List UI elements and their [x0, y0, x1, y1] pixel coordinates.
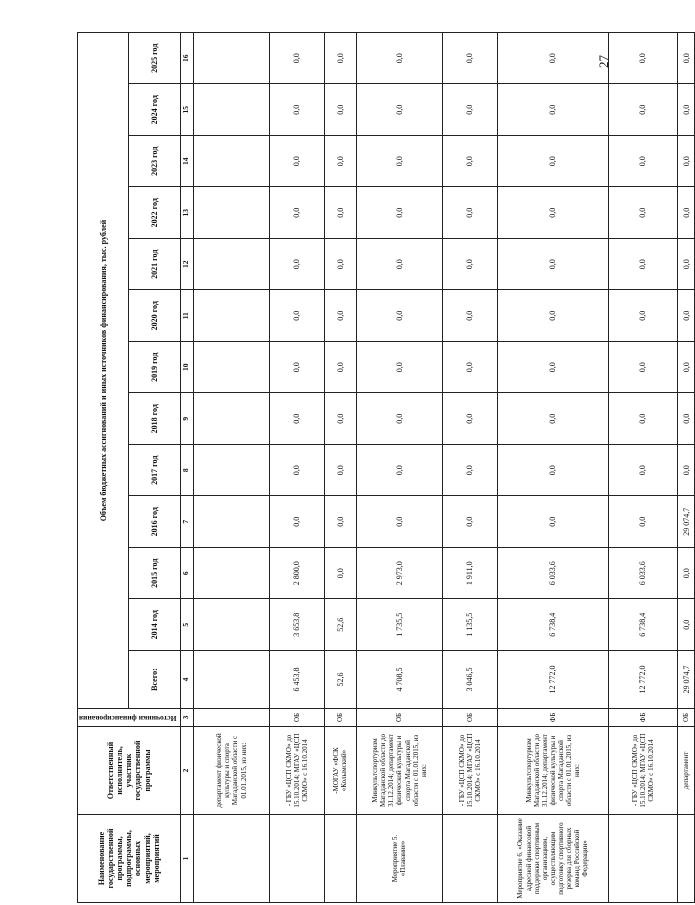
row-year-value: 0,0 [497, 342, 608, 394]
row-source-cell: ФБ [497, 709, 608, 727]
row-year-value: 0,0 [324, 33, 356, 85]
row-year-value: 0,0 [608, 342, 677, 394]
row-year-value: 0,0 [356, 239, 442, 291]
row-year-value: 0,0 [497, 393, 608, 445]
year-header: 2022 год [129, 187, 180, 239]
row-year-value: 6 033,6 [608, 548, 677, 600]
row-year-value: 0,0 [356, 496, 442, 548]
row-year-value: 0,0 [443, 496, 497, 548]
row-year-value: 52,6 [324, 599, 356, 651]
row-year-value: 0,0 [608, 290, 677, 342]
row-name-cell [677, 815, 694, 903]
row-source-cell: ОБ [356, 709, 442, 727]
row-year-value: 0,0 [324, 290, 356, 342]
row-year-value: 0,0 [443, 290, 497, 342]
row-year-value [193, 548, 270, 600]
row-name-cell: Мероприятие 6. «Оказание адресной финансовой поддержки спортивным организациям, осуществляющим подготовку спортивного резерва для сборных команд Российской Федерации» [497, 815, 608, 903]
col-source-header: Источники финансирования [78, 709, 181, 727]
row-source-cell: ФБ [608, 709, 677, 727]
col-volume-header: Объем бюджетных ассигнований и иных источников финансирования, тыс. рублей [78, 33, 129, 709]
row-year-value: 0,0 [677, 84, 694, 136]
row-executor-cell: Минкультспортуризм Магаданской области до 31.12.2014; департамент физической культуры и спорта Магаданской области с 01.01.2015, из них: [497, 727, 608, 815]
row-year-value: 0,0 [356, 393, 442, 445]
row-year-value: 0,0 [608, 445, 677, 497]
row-year-value: 29 074,7 [677, 496, 694, 548]
row-total-cell: 29 074,7 [677, 651, 694, 709]
row-year-value: 0,0 [677, 33, 694, 85]
row-name-cell [270, 815, 324, 903]
row-year-value: 0,0 [497, 239, 608, 291]
row-source-cell [193, 709, 270, 727]
row-total-cell [193, 651, 270, 709]
row-year-value: 0,0 [677, 136, 694, 188]
column-index: 6 [180, 548, 193, 600]
row-year-value: 0,0 [324, 445, 356, 497]
row-name-cell: Мероприятие 5. «Плавание» [356, 815, 442, 903]
row-year-value: 0,0 [270, 393, 324, 445]
row-year-value [193, 342, 270, 394]
row-year-value [193, 599, 270, 651]
row-year-value: 0,0 [497, 136, 608, 188]
column-index: 3 [180, 709, 193, 727]
row-year-value: 0,0 [324, 136, 356, 188]
row-year-value: 2 973,0 [356, 548, 442, 600]
row-year-value: 0,0 [356, 84, 442, 136]
row-year-value: 0,0 [324, 342, 356, 394]
row-year-value: 0,0 [497, 33, 608, 85]
row-executor-cell: департамент физической культуры и спорта Магаданской области с 01.01.2015, из них: [193, 727, 270, 815]
landscape-sheet [77, 32, 691, 903]
row-year-value: 0,0 [324, 239, 356, 291]
row-year-value: 0,0 [356, 33, 442, 85]
row-source-cell: ОБ [324, 709, 356, 727]
row-year-value: 0,0 [608, 187, 677, 239]
row-year-value: 0,0 [324, 496, 356, 548]
row-year-value [193, 393, 270, 445]
row-year-value: 0,0 [497, 496, 608, 548]
row-year-value: 2 800,0 [270, 548, 324, 600]
row-year-value: 3 653,8 [270, 599, 324, 651]
row-year-value: 0,0 [324, 393, 356, 445]
year-header: 2017 год [129, 445, 180, 497]
row-year-value [193, 33, 270, 85]
row-source-cell: ОБ [677, 709, 694, 727]
column-index: 10 [180, 342, 193, 394]
column-index: 11 [180, 290, 193, 342]
row-year-value: 0,0 [443, 187, 497, 239]
row-year-value: 0,0 [443, 84, 497, 136]
row-source-cell: ОБ [443, 709, 497, 727]
page-number: 27 [596, 55, 611, 68]
column-index: 16 [180, 33, 193, 85]
row-year-value [193, 136, 270, 188]
row-year-value [193, 445, 270, 497]
row-year-value: 0,0 [356, 136, 442, 188]
row-year-value: 6 738,4 [497, 599, 608, 651]
row-executor-cell: - ГБУ «ЦСП СКМО» до 15.10.2014; МГАУ «ЦСП СКМО» с 16.10.2014 [443, 727, 497, 815]
table-row [193, 33, 270, 903]
row-year-value: 0,0 [677, 342, 694, 394]
row-year-value: 0,0 [677, 239, 694, 291]
year-header: 2025 год [129, 33, 180, 85]
row-year-value: 0,0 [270, 136, 324, 188]
row-name-cell [443, 815, 497, 903]
row-executor-cell: - ГБУ «ЦСП СКМО» до 15.10.2014; МГАУ «ЦСП СКМО» с 16.10.2014 [270, 727, 324, 815]
year-header: 2016 год [129, 496, 180, 548]
year-header: 2023 год [129, 136, 180, 188]
row-year-value: 0,0 [270, 290, 324, 342]
column-index: 13 [180, 187, 193, 239]
row-year-value: 0,0 [677, 290, 694, 342]
row-year-value: 0,0 [608, 84, 677, 136]
table-row [270, 33, 324, 903]
row-year-value: 0,0 [497, 187, 608, 239]
row-year-value: 1 135,5 [443, 599, 497, 651]
row-year-value: 0,0 [270, 33, 324, 85]
row-year-value: 0,0 [443, 342, 497, 394]
row-year-value: 0,0 [608, 33, 677, 85]
row-total-cell: 6 453,8 [270, 651, 324, 709]
row-year-value: 6 738,4 [608, 599, 677, 651]
row-year-value: 0,0 [608, 393, 677, 445]
col-total-header: Всего: [129, 651, 180, 709]
table-row [608, 33, 677, 903]
row-total-cell: 52,6 [324, 651, 356, 709]
column-index: 2 [180, 727, 193, 815]
row-year-value: 0,0 [270, 84, 324, 136]
row-total-cell: 12 772,0 [608, 651, 677, 709]
row-year-value: 0,0 [677, 393, 694, 445]
row-year-value [193, 496, 270, 548]
row-year-value: 0,0 [443, 33, 497, 85]
column-index: 8 [180, 445, 193, 497]
column-index: 15 [180, 84, 193, 136]
row-year-value [193, 84, 270, 136]
table-row [677, 33, 694, 903]
row-year-value: 0,0 [270, 342, 324, 394]
row-year-value: 0,0 [608, 496, 677, 548]
table-row [497, 33, 608, 903]
row-year-value: 0,0 [677, 548, 694, 600]
table-row [443, 33, 497, 903]
year-header: 2024 год [129, 84, 180, 136]
col-name-header: Наименование государственной программы, подпрограммы, основных мероприятий, мероприятий [78, 815, 181, 903]
row-year-value: 0,0 [608, 136, 677, 188]
row-year-value: 1 911,0 [443, 548, 497, 600]
row-year-value: 0,0 [270, 445, 324, 497]
row-year-value: 0,0 [608, 239, 677, 291]
column-index: 5 [180, 599, 193, 651]
column-index: 9 [180, 393, 193, 445]
column-index: 7 [180, 496, 193, 548]
row-year-value: 0,0 [443, 136, 497, 188]
row-year-value: 0,0 [324, 548, 356, 600]
row-year-value: 0,0 [356, 445, 442, 497]
row-year-value: 6 033,6 [497, 548, 608, 600]
row-executor-cell: Минкультспортуризм Магаданской области до 31.12.2014; департамент физической культуры и спорта Магаданской области с 01.01.2015, из них: [356, 727, 442, 815]
row-year-value: 0,0 [324, 84, 356, 136]
year-header: 2015 год [129, 548, 180, 600]
row-year-value: 0,0 [356, 342, 442, 394]
row-year-value: 0,0 [677, 445, 694, 497]
row-name-cell [324, 815, 356, 903]
column-index: 12 [180, 239, 193, 291]
col-exec-header: Ответственный исполнитель, участник государственной программы [78, 727, 181, 815]
row-year-value: 0,0 [497, 84, 608, 136]
row-year-value [193, 290, 270, 342]
row-executor-cell: - ГБУ «ЦСП СКМО» до 15.10.2014; МГАУ «ЦСП СКМО» с 16.10.2014 [608, 727, 677, 815]
row-year-value: 0,0 [677, 187, 694, 239]
row-year-value: 0,0 [443, 239, 497, 291]
row-name-cell [193, 815, 270, 903]
row-total-cell: 3 046,5 [443, 651, 497, 709]
row-year-value [193, 239, 270, 291]
row-year-value: 0,0 [270, 496, 324, 548]
row-executor-cell: -МОГАУ «ФСК «Колымский» [324, 727, 356, 815]
financing-table [77, 32, 695, 903]
row-year-value: 0,0 [270, 187, 324, 239]
row-year-value: 1 735,5 [356, 599, 442, 651]
table-row [356, 33, 442, 903]
year-header: 2019 год [129, 342, 180, 394]
row-executor-cell: департамент [677, 727, 694, 815]
year-header: 2021 год [129, 239, 180, 291]
row-source-cell: ОБ [270, 709, 324, 727]
column-index: 1 [180, 815, 193, 903]
row-year-value: 0,0 [443, 445, 497, 497]
year-header: 2020 год [129, 290, 180, 342]
year-header: 2018 год [129, 393, 180, 445]
column-index: 14 [180, 136, 193, 188]
row-year-value: 0,0 [356, 290, 442, 342]
row-year-value: 0,0 [443, 393, 497, 445]
row-year-value [193, 187, 270, 239]
column-index: 4 [180, 651, 193, 709]
row-name-cell [608, 815, 677, 903]
row-total-cell: 12 772,0 [497, 651, 608, 709]
row-year-value: 0,0 [497, 445, 608, 497]
table-row [324, 33, 356, 903]
year-header: 2014 год [129, 599, 180, 651]
row-year-value: 0,0 [270, 239, 324, 291]
row-year-value: 0,0 [497, 290, 608, 342]
row-total-cell: 4 708,5 [356, 651, 442, 709]
row-year-value: 0,0 [356, 187, 442, 239]
row-year-value: 0,0 [677, 599, 694, 651]
row-year-value: 0,0 [324, 187, 356, 239]
